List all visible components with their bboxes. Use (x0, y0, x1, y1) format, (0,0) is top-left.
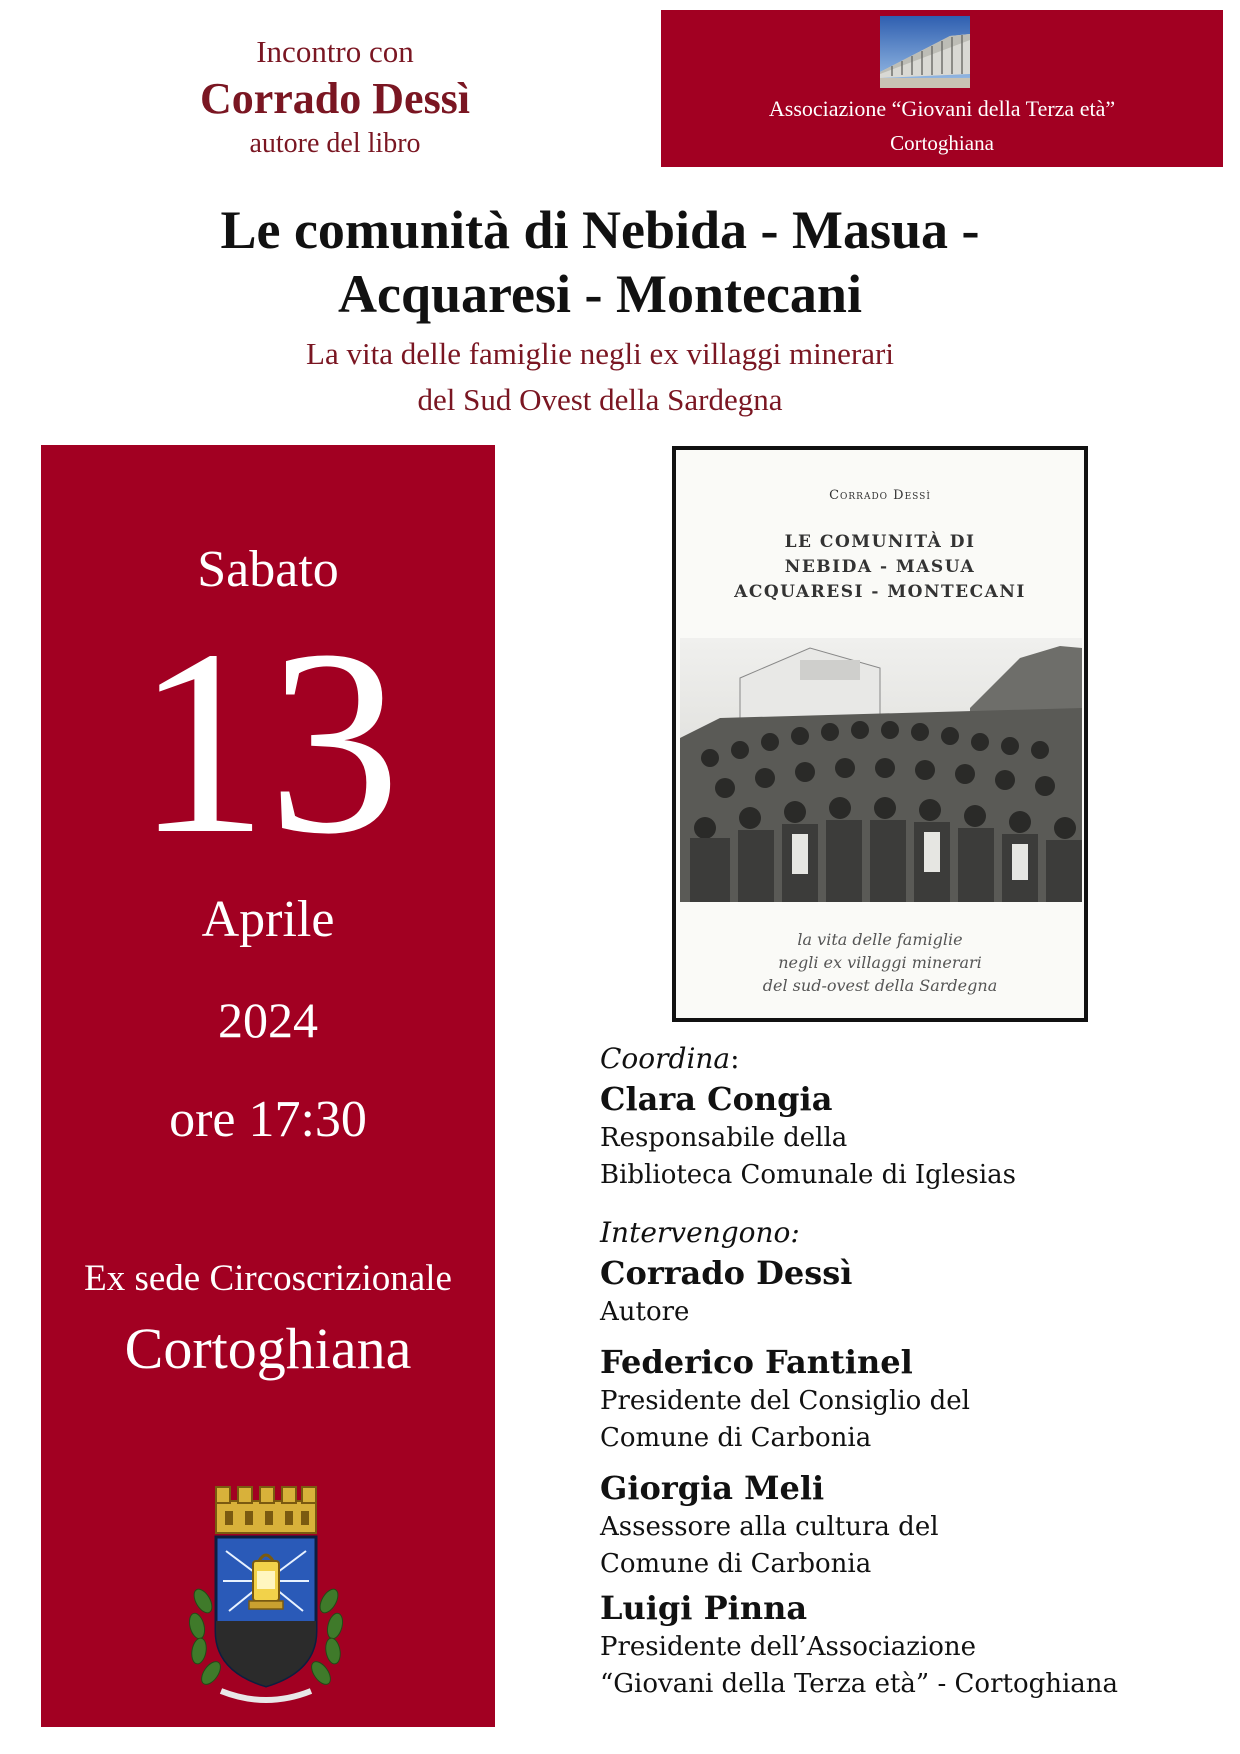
speaker-name: Giorgia Meli (600, 1469, 825, 1507)
event-weekday: Sabato (197, 541, 339, 598)
speaker-description: Presidente del Consiglio del (600, 1386, 970, 1416)
coordinator-name: Clara Congia (600, 1080, 833, 1118)
title-line: Le comunità di Nebida - Masua - (220, 200, 980, 260)
association-banner (661, 10, 1223, 167)
book-cover-subtitle-line: la vita delle famiglie (797, 930, 963, 949)
intro-block (130, 32, 540, 162)
event-month: Aprile (201, 891, 335, 948)
event-title (60, 198, 1140, 326)
intro-author-name: Corrado Dessì (199, 74, 471, 123)
book-cover-subtitle (676, 928, 1084, 997)
speaker-item (600, 1467, 1220, 1583)
speaker-description: Comune di Carbonia (600, 1423, 872, 1453)
intro-line: Incontro con (256, 34, 414, 69)
event-day: 13 (135, 596, 401, 889)
speakers-section (600, 1040, 1220, 1703)
speaker-name: Luigi Pinna (600, 1589, 808, 1627)
speaker-description: Comune di Carbonia (600, 1549, 872, 1579)
speaker-item (600, 1252, 1220, 1331)
book-cover-photo (680, 638, 1082, 902)
event-time: ore 17:30 (169, 1091, 367, 1148)
event-year: 2024 (218, 992, 318, 1048)
date-panel (41, 445, 495, 1727)
event-venue: Ex sede Circoscrizionale (84, 1258, 452, 1299)
book-cover-image (672, 446, 1088, 1022)
coordinator-description: Biblioteca Comunale di Iglesias (600, 1160, 1017, 1190)
association-photo (880, 16, 970, 88)
municipal-crest-icon (181, 1481, 351, 1711)
subtitle-line: La vita delle famiglie negli ex villaggi minerari (306, 336, 894, 371)
coordinator-label (600, 1040, 1220, 1078)
book-cover-title-line: NEBIDA - MASUA (784, 557, 976, 577)
speaker-description: Assessore alla cultura del (600, 1512, 939, 1542)
book-cover-subtitle-line: del sud-ovest della Sardegna (762, 976, 998, 995)
speakers-label: Intervengono: (600, 1216, 800, 1249)
book-cover-author: Corrado Dessì (829, 488, 931, 503)
intro-author-role: autore del libro (249, 128, 421, 159)
event-town: Cortoghiana (124, 1316, 412, 1381)
speaker-name: Federico Fantinel (600, 1343, 913, 1381)
speaker-description: “Giovani della Terza età” - Cortoghiana (600, 1669, 1119, 1699)
book-cover-subtitle-line: negli ex villaggi minerari (778, 953, 982, 972)
speaker-item (600, 1587, 1220, 1703)
subtitle-line: del Sud Ovest della Sardegna (417, 382, 783, 417)
association-name: Associazione “Giovani della Terza età” (768, 96, 1116, 121)
speaker-name: Corrado Dessì (600, 1254, 853, 1292)
book-cover-title (676, 530, 1084, 605)
book-cover-title-line: ACQUARESI - MONTECANI (734, 582, 1026, 602)
coordinator-description: Responsabile della (600, 1123, 848, 1153)
book-cover-title-line: LE COMUNITÀ DI (784, 532, 976, 552)
title-line: Acquaresi - Montecani (338, 264, 862, 324)
coordinator-label-colon: : (730, 1042, 740, 1075)
speaker-item (600, 1341, 1220, 1457)
event-subtitle (60, 331, 1140, 423)
speaker-description: Presidente dell’Associazione (600, 1632, 977, 1662)
speaker-description: Autore (600, 1297, 690, 1327)
coordinator-label-text: Coordina (600, 1042, 731, 1075)
association-place: Cortoghiana (890, 131, 994, 155)
